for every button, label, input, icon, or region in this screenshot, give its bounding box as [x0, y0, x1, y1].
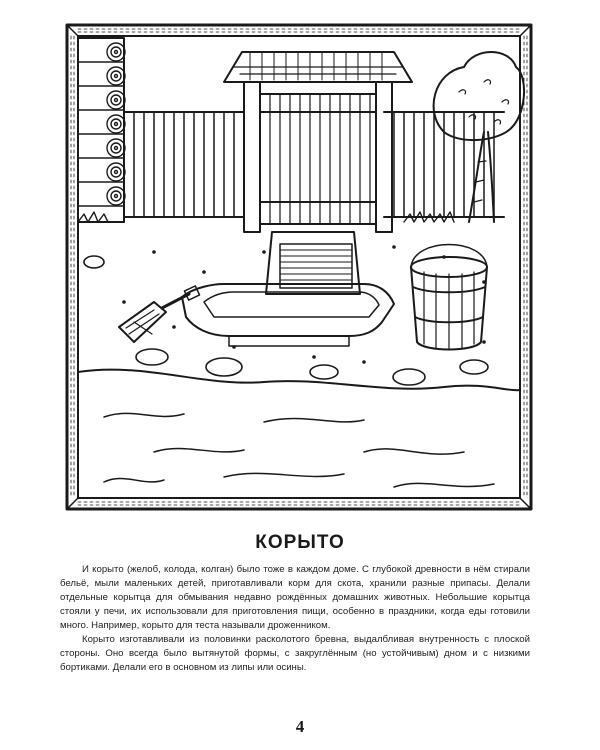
page-title: КОРЫТО [255, 532, 345, 553]
wooden-bucket [411, 245, 487, 351]
article-text [60, 563, 530, 675]
page-number: 4 [295, 717, 305, 736]
coloring-illustration [64, 22, 534, 512]
ornamental-frame [67, 25, 531, 509]
gate [224, 52, 412, 232]
birch-tree [434, 52, 524, 222]
paragraph-2: Корыто изготавливали из половинки расколотого бревна, выдалбливая внутренность с плоской стороны. Оно всегда было вытянутой формы, с закруглённым (но устойчивым) дном и с низкими бортиками. Делали его в основном из липы или осины. [60, 634, 530, 673]
log-house-wall [78, 38, 125, 222]
river-water [78, 370, 520, 487]
wooden-paddle [119, 286, 200, 342]
paragraph-1: И корыто (желоб, колода, колган) было тоже в каждом доме. С глубокой древности в нём стирали бельё, мыли маленьких детей, приготавливали корм для скота, хранили разные припасы. Делали отдельные корытца для обмывания недавно рождённых домашних животных. Небольшие корытца стояли у печи, их использовали для приготовления пищи, особенно в праздники, когда еды готовили много. Например, корыто для теста называли дроженником. [60, 564, 530, 631]
